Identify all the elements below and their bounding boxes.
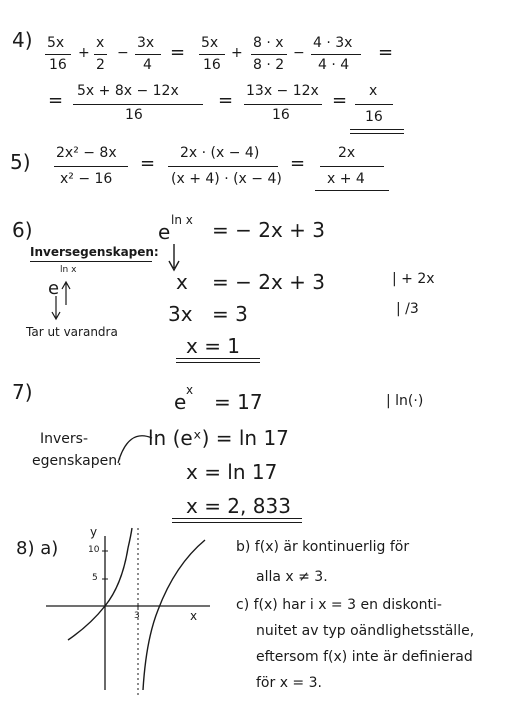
p4-frac-e-den: 8 · 2 (253, 57, 285, 73)
p6-line2-lhs: x (176, 270, 188, 294)
p6-mini-ln: ln x (60, 265, 77, 275)
graph-x-label: x (190, 609, 198, 623)
p4-r2-equals-0: = (48, 90, 64, 111)
graph-curve-right (143, 540, 205, 690)
p6-mini-down-arrow (52, 296, 60, 319)
p7-line1-rhs: = 17 (214, 390, 263, 414)
p5-answer-num: 2x (338, 145, 356, 161)
graph-tick-5: 5 (92, 573, 98, 583)
p5-frac-b-den: (x + 4) · (x − 4) (171, 171, 282, 187)
problem-4-number: 4) (12, 28, 33, 52)
p7-line3: x = ln 17 (186, 460, 278, 484)
p6-line3-operation: | /3 (396, 301, 419, 317)
p4-frac-h-num: 13x − 12x (246, 83, 319, 99)
graph-curve-left (68, 525, 132, 640)
p4-frac-c-num: 3x (137, 35, 155, 51)
p7-line1-exponent: x (186, 383, 194, 397)
problem-8-number: 8) a) (16, 538, 59, 559)
p7-line1-operation: | ln(·) (386, 393, 424, 409)
graph-tick-3: 3 (134, 611, 140, 621)
p4-equals-2: = (378, 42, 394, 63)
p4-equals-1: = (170, 42, 186, 63)
p6-line1-rhs: = − 2x + 3 (212, 218, 325, 242)
p6-line3-lhs: 3x (168, 302, 193, 326)
p5-answer-den: x + 4 (327, 171, 365, 187)
p4-frac-d-num: 5x (201, 35, 219, 51)
p4-frac-h-den: 16 (272, 107, 290, 123)
p5-frac-b-num: 2x · (x − 4) (180, 145, 260, 161)
p4-frac-e-num: 8 · x (253, 35, 284, 51)
graph-y-label: y (90, 525, 98, 539)
p7-line1-e: e (174, 390, 187, 414)
p6-line2-operation: | + 2x (392, 271, 435, 287)
problem-5-number: 5) (10, 150, 31, 174)
p4-answer-num: x (369, 83, 378, 99)
p6-line2-rhs: = − 2x + 3 (212, 270, 325, 294)
p5-frac-a-num: 2x² − 8x (56, 145, 117, 161)
p6-side-note: Tar ut varandra (26, 325, 118, 339)
p4-frac-b-den: 2 (96, 57, 105, 73)
p4-frac-d-den: 16 (203, 57, 221, 73)
p4-r2-equals-2: = (332, 90, 348, 111)
p7-side-label-1: Invers- (40, 431, 89, 447)
p8-answer-c-line3: eftersom f(x) inte är definierad (256, 649, 473, 665)
problem-7-number: 7) (12, 380, 33, 404)
p4-frac-f-num: 4 · 3x (313, 35, 353, 51)
p4-minus-2: − (293, 45, 305, 61)
p4-frac-a-num: 5x (47, 35, 65, 51)
p4-r2-equals-1: = (218, 90, 234, 111)
p7-curved-arrow (118, 436, 152, 463)
p4-frac-c-den: 4 (143, 57, 152, 73)
p8-answer-c-line1: c) f(x) har i x = 3 en diskonti- (236, 597, 442, 613)
p6-line1-exponent: ln x (171, 213, 193, 227)
p4-plus-2: + (231, 45, 243, 61)
p7-line2: ln (eˣ) = ln 17 (148, 426, 289, 450)
p6-side-label: Inversegenskapen: (30, 245, 159, 259)
p7-side-label-2: egenskapen: (32, 453, 122, 469)
p4-frac-g-num: 5x + 8x − 12x (77, 83, 179, 99)
p5-equals-2: = (290, 153, 306, 174)
p4-frac-f-den: 4 · 4 (318, 57, 350, 73)
p4-frac-g-den: 16 (125, 107, 143, 123)
p7-answer: x = 2, 833 (186, 494, 291, 518)
p6-mini-up-arrow (62, 282, 70, 305)
p8-answer-c-line4: för x = 3. (256, 675, 322, 691)
problem-6-number: 6) (12, 218, 33, 242)
p5-frac-a-den: x² − 16 (60, 171, 113, 187)
p6-mini-e: e (48, 278, 60, 299)
p8-answer-b-line2: alla x ≠ 3. (256, 569, 328, 585)
p4-answer-den: 16 (365, 109, 383, 125)
p5-equals-1: = (140, 153, 156, 174)
p6-line1-e: e (158, 220, 171, 244)
p6-answer: x = 1 (186, 334, 241, 358)
graph-tick-10: 10 (88, 545, 100, 555)
p8-answer-b-line1: b) f(x) är kontinuerlig för (236, 539, 410, 555)
p6-line3-rhs: = 3 (212, 302, 248, 326)
p8-answer-c-line2: nuitet av typ oändlighetsställe, (256, 623, 475, 639)
p4-minus-1: − (117, 45, 129, 61)
p4-frac-a-den: 16 (49, 57, 67, 73)
p6-down-arrow (169, 244, 179, 270)
p4-frac-b-num: x (96, 35, 105, 51)
p4-plus-1: + (78, 45, 90, 61)
